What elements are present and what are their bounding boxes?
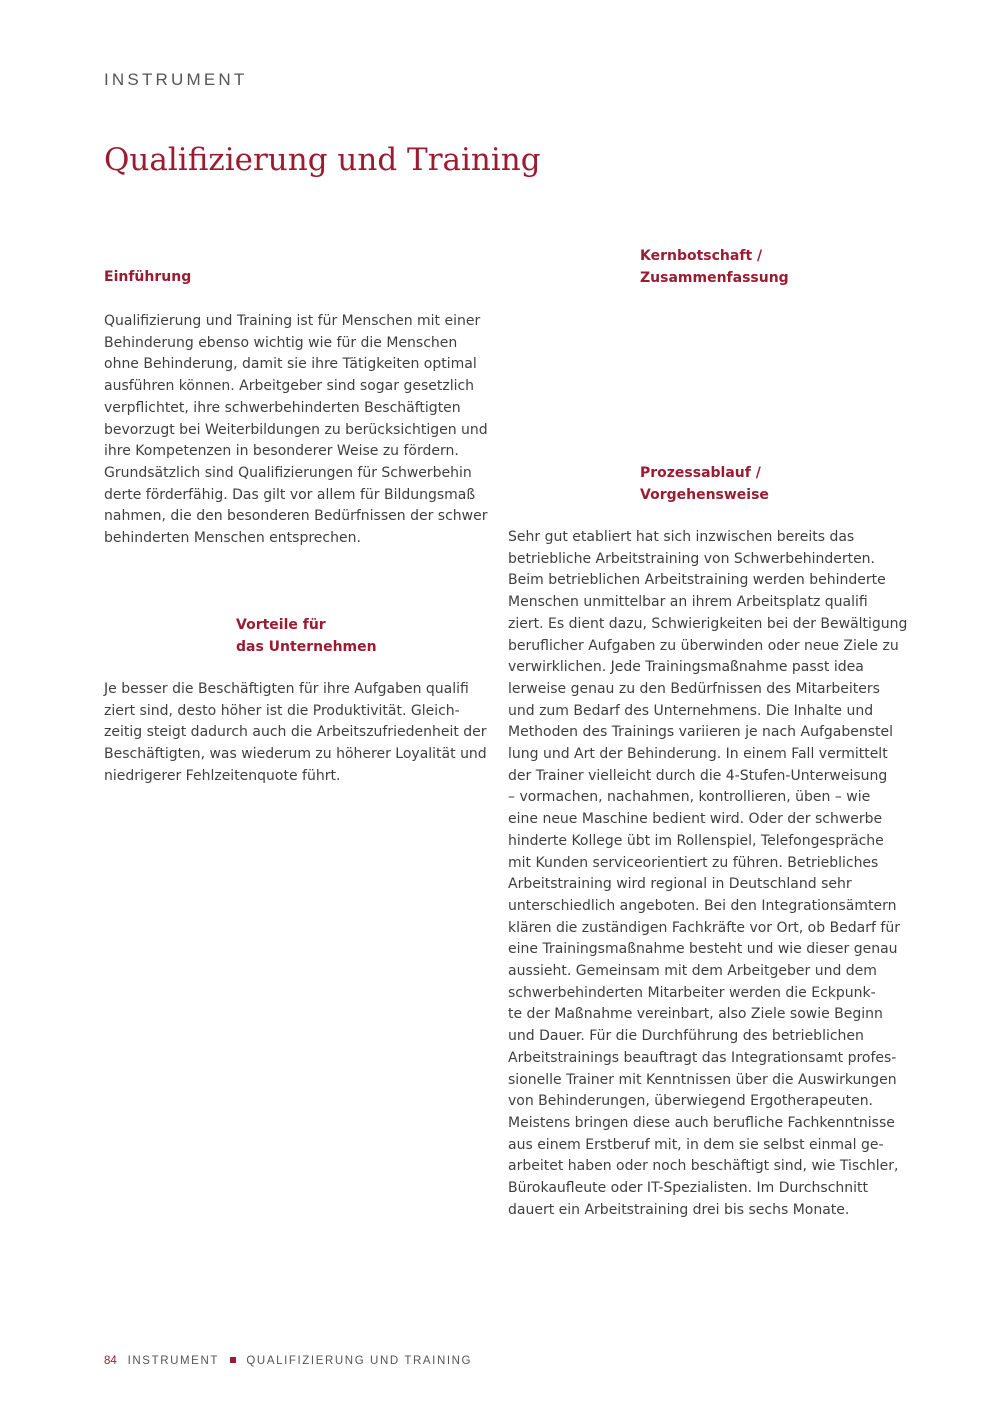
text-line: Bürokaufleute oder IT-Spezialisten. Im Durchschnitt — [508, 1180, 869, 1197]
text-line: klären die zuständigen Fachkräfte vor Ort, ob Bedarf für — [508, 919, 900, 936]
text-line: unterschiedlich angeboten. Bei den Integrationsämtern — [508, 897, 897, 914]
text-line: betriebliche Arbeitstraining von Schwerbehinderten. — [508, 550, 876, 567]
text-line: ausführen können. Arbeitgeber sind sogar gesetzlich — [104, 378, 475, 395]
core-message-heading — [640, 245, 789, 289]
text-line: ziert. Es dient dazu, Schwierigkeiten bei der Bewältigung — [508, 615, 908, 632]
text-line: verpflichtet, ihre schwerbehinderten Beschäftigten — [104, 399, 461, 416]
text-line: schwerbehinderten Mitarbeiter werden die Eckpunk- — [508, 984, 876, 1001]
text-line: von Behinderungen, überwiegend Ergotherapeuten. — [508, 1093, 874, 1110]
benefits-text — [104, 679, 487, 788]
text-line: Prozessablauf / — [640, 465, 761, 481]
text-line: Kernbotschaft / — [640, 248, 763, 264]
footer-topic: QUALIFIZIERUNG UND TRAINING — [246, 1355, 473, 1367]
text-line: aus einem Erstberuf mit, in dem sie selbst einmal ge- — [508, 1136, 884, 1153]
text-line: Arbeitstraining wird regional in Deutschland sehr — [508, 876, 852, 893]
process-text — [508, 527, 907, 1222]
text-line: Menschen unmittelbar an ihrem Arbeitsplatz qualifi — [508, 594, 868, 611]
text-line: beruflicher Aufgaben zu überwinden oder neue Ziele zu — [508, 637, 899, 654]
page-title: Qualifizierung und Training — [104, 142, 541, 178]
text-line: derte förderfähig. Das gilt vor allem für Bildungsmaß — [104, 486, 476, 503]
text-line: und zum Bedarf des Unternehmens. Die Inhalte und — [508, 702, 874, 719]
text-line: lerweise genau zu den Bedürfnissen des Mitarbeiters — [508, 680, 880, 697]
text-line: niedrigerer Fehlzeitenquote führt. — [104, 767, 341, 784]
text-line: Arbeitstrainings beauftragt das Integrationsamt profes- — [508, 1049, 897, 1066]
text-line: Vorteile für — [236, 617, 326, 633]
text-line: ohne Behinderung, damit sie ihre Tätigkeiten optimal — [104, 356, 477, 373]
page-number: 84 — [104, 1355, 117, 1367]
text-line: Behinderung ebenso wichtig wie für die Menschen — [104, 334, 458, 351]
text-line: eine neue Maschine bedient wird. Oder der schwerbe — [508, 811, 883, 828]
text-line: verwirklichen. Jede Trainingsmaßnahme passt idea — [508, 659, 864, 676]
text-line: ziert sind, desto höher ist die Produktivität. Gleich- — [104, 702, 460, 719]
text-line: Zusammenfassung — [640, 270, 789, 286]
text-line: nahmen, die den besonderen Bedürfnissen der schwer — [104, 508, 488, 525]
footer-separator-square — [230, 1357, 236, 1363]
text-line: sionelle Trainer mit Kenntnissen über die Auswirkungen — [508, 1071, 897, 1088]
text-line: lung und Art der Behinderung. In einem Fall vermittelt — [508, 746, 888, 763]
text-line: der Trainer vielleicht durch die 4-Stufen-Unterweisung — [508, 767, 888, 784]
footer-section: INSTRUMENT — [127, 1355, 219, 1367]
text-line: Grundsätzlich sind Qualifizierungen für Schwerbehin — [104, 464, 472, 481]
text-line: Meistens bringen diese auch berufliche Fachkenntnisse — [508, 1114, 895, 1131]
text-line: bevorzugt bei Weiterbildungen zu berücksichtigen und — [104, 421, 488, 438]
text-line: te der Maßnahme vereinbart, also Ziele sowie Beginn — [508, 1006, 883, 1023]
text-line: zeitig steigt dadurch auch die Arbeitszufriedenheit der — [104, 724, 487, 741]
text-line: eine Trainingsmaßnahme besteht und wie dieser genau — [508, 941, 898, 958]
text-line: und Dauer. Für die Durchführung des betrieblichen — [508, 1028, 864, 1045]
text-line: aussieht. Gemeinsam mit dem Arbeitgeber und dem — [508, 963, 877, 980]
page-footer — [104, 1355, 472, 1367]
section-kicker: INSTRUMENT — [104, 70, 248, 89]
text-line: mit Kunden serviceorientiert zu führen. Betriebliches — [508, 854, 879, 871]
text-line: Je besser die Beschäftigten für ihre Aufgaben qualifi — [104, 681, 469, 697]
text-line: Beschäftigten, was wiederum zu höherer Loyalität und — [104, 746, 487, 763]
text-line: Qualifizierung und Training ist für Menschen mit einer — [104, 313, 481, 329]
text-line: ihre Kompetenzen in besonderer Weise zu fördern. — [104, 443, 459, 460]
text-line: Einführung — [104, 269, 192, 285]
process-heading — [640, 462, 769, 506]
intro-heading — [104, 266, 191, 288]
text-line: Vorgehensweise — [640, 487, 769, 503]
text-line: Beim betrieblichen Arbeitstraining werden behinderte — [508, 572, 886, 589]
text-line: Methoden des Trainings variieren je nach Aufgabenstel — [508, 724, 893, 741]
text-line: arbeitet haben oder noch beschäftigt sind, wie Tischler, — [508, 1158, 899, 1175]
text-line: – vormachen, nachahmen, kontrollieren, üben – wie — [508, 789, 871, 806]
text-line: das Unternehmen — [236, 639, 377, 655]
text-line: behinderten Menschen entsprechen. — [104, 530, 361, 547]
benefits-heading — [236, 614, 377, 658]
text-line: Sehr gut etabliert hat sich inzwischen bereits das — [508, 529, 855, 545]
intro-text — [104, 311, 488, 550]
text-line: hinderte Kollege übt im Rollenspiel, Telefongespräche — [508, 832, 884, 849]
text-line: dauert ein Arbeitstraining drei bis sechs Monate. — [508, 1201, 850, 1218]
